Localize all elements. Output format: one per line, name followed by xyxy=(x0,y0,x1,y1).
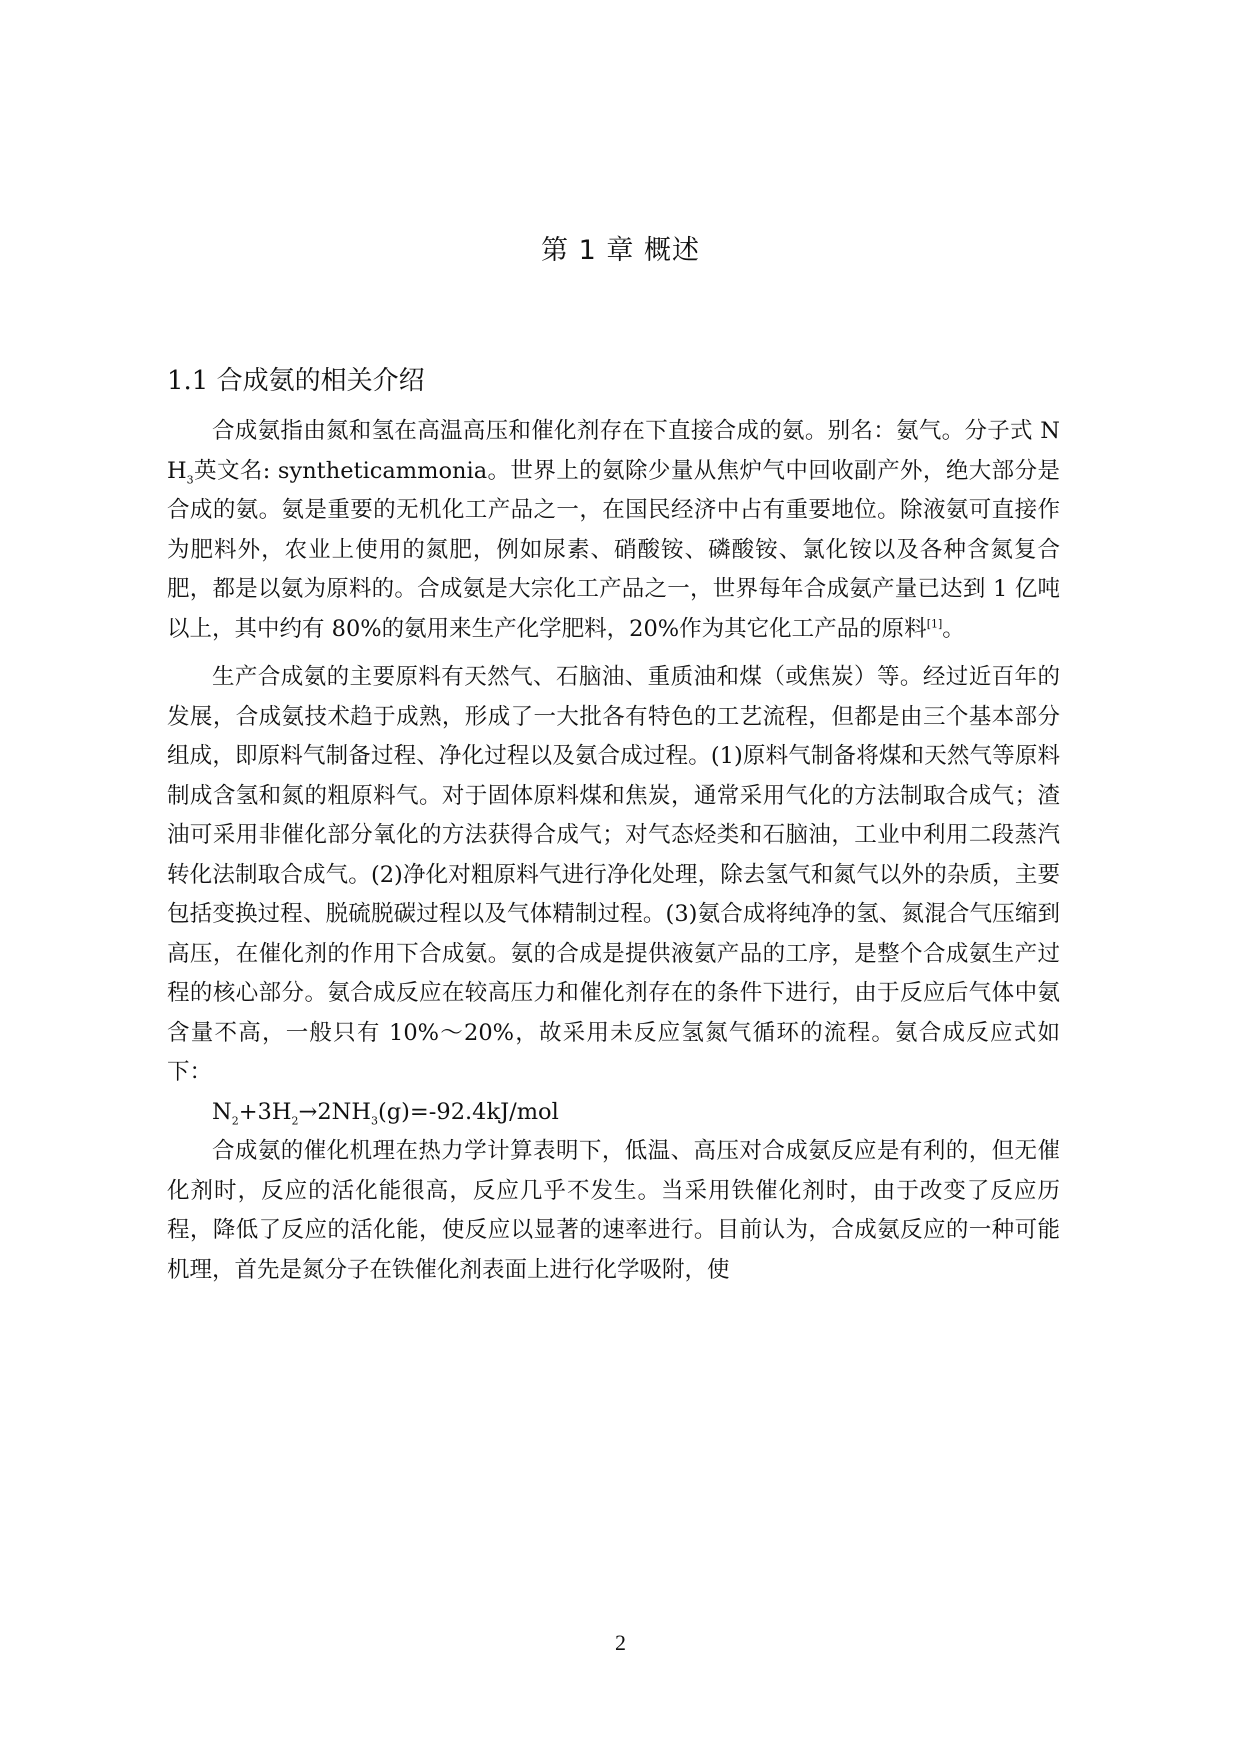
paragraph-intro-end: 。 xyxy=(942,615,965,642)
eq-nh-sub: 3 xyxy=(370,1114,378,1127)
paragraph-intro-part-b: 英文名: syntheticammonia。世界上的氨除少量从焦炉气中回收副产外，绝大部分是合成的氨。氨是重要的无机化工产品之一，在国民经济中占有重要地位。除液氨可直接作为肥料外，农业上使用的氮肥，例如尿素、硝酸铵、磷酸铵、氯化铵以及各种含氮复合肥，都是以氨为原料的。合成氨是大宗化工产品之一，世界每年合成氨产量已达到 1 亿吨以上，其中约有 80%的氨用来生产化学肥料，20%作为其它化工产品的原料 xyxy=(167,457,1060,642)
eq-rest: (g)=-92.4kJ/mol xyxy=(377,1098,559,1125)
chapter-title: 第 1 章 概述 xyxy=(541,235,700,266)
eq-n: N xyxy=(212,1098,232,1125)
subscript-3: 3 xyxy=(186,473,194,486)
reaction-equation xyxy=(167,1093,1060,1133)
body-text xyxy=(167,412,1060,1290)
paragraph-intro-part-a: 合成氨指由氮和氢在高温高压和催化剂存在下直接合成的氨。别名：氨气。分子式 NH xyxy=(167,418,1060,484)
eq-h-sub: 2 xyxy=(291,1114,299,1127)
paragraph-mechanism: 合成氨的催化机理在热力学计算表明下，低温、高压对合成氨反应是有利的，但无催化剂时，反应的活化能很高，反应几乎不发生。当采用铁催化剂时，由于改变了反应历程，降低了反应的活化能，使反应以显著的速率进行。目前认为，合成氨反应的一种可能机理，首先是氮分子在铁催化剂表面上进行化学吸附，使 xyxy=(167,1138,1060,1283)
eq-h: +3H xyxy=(238,1098,292,1125)
citation-ref: [1] xyxy=(926,617,943,630)
eq-arrow-nh: →2NH xyxy=(298,1098,371,1125)
page-number: 2 xyxy=(615,1630,626,1655)
paragraph-process: 生产合成氨的主要原料有天然气、石脑油、重质油和煤（或焦炭）等。经过近百年的发展，合成氨技术趋于成熟，形成了一大批各有特色的工艺流程，但都是由三个基本部分组成，即原料气制备过程、净化过程以及氨合成过程。(1)原料气制备将煤和天然气等原料制成含氢和氮的粗原料气。对于固体原料煤和焦炭，通常采用气化的方法制取合成气；渣油可采用非催化部分氧化的方法获得合成气；对气态烃类和石脑油，工业中利用二段蒸汽转化法制取合成气。(2)净化对粗原料气进行净化处理，除去氢气和氮气以外的杂质，主要包括变换过程、脱硫脱碳过程以及气体精制过程。(3)氨合成将纯净的氢、氮混合气压缩到高压，在催化剂的作用下合成氨。氨的合成是提供液氨产品的工序，是整个合成氨生产过程的核心部分。氨合成反应在较高压力和催化剂存在的条件下进行，由于反应后气体中氨含量不高，一般只有 10%～20%，故采用未反应氢氮气循环的流程。氨合成反应式如下： xyxy=(167,664,1060,1085)
paragraph-intro xyxy=(167,412,1060,649)
section-heading: 1.1 合成氨的相关介绍 xyxy=(167,366,425,396)
eq-n-sub: 2 xyxy=(231,1114,239,1127)
